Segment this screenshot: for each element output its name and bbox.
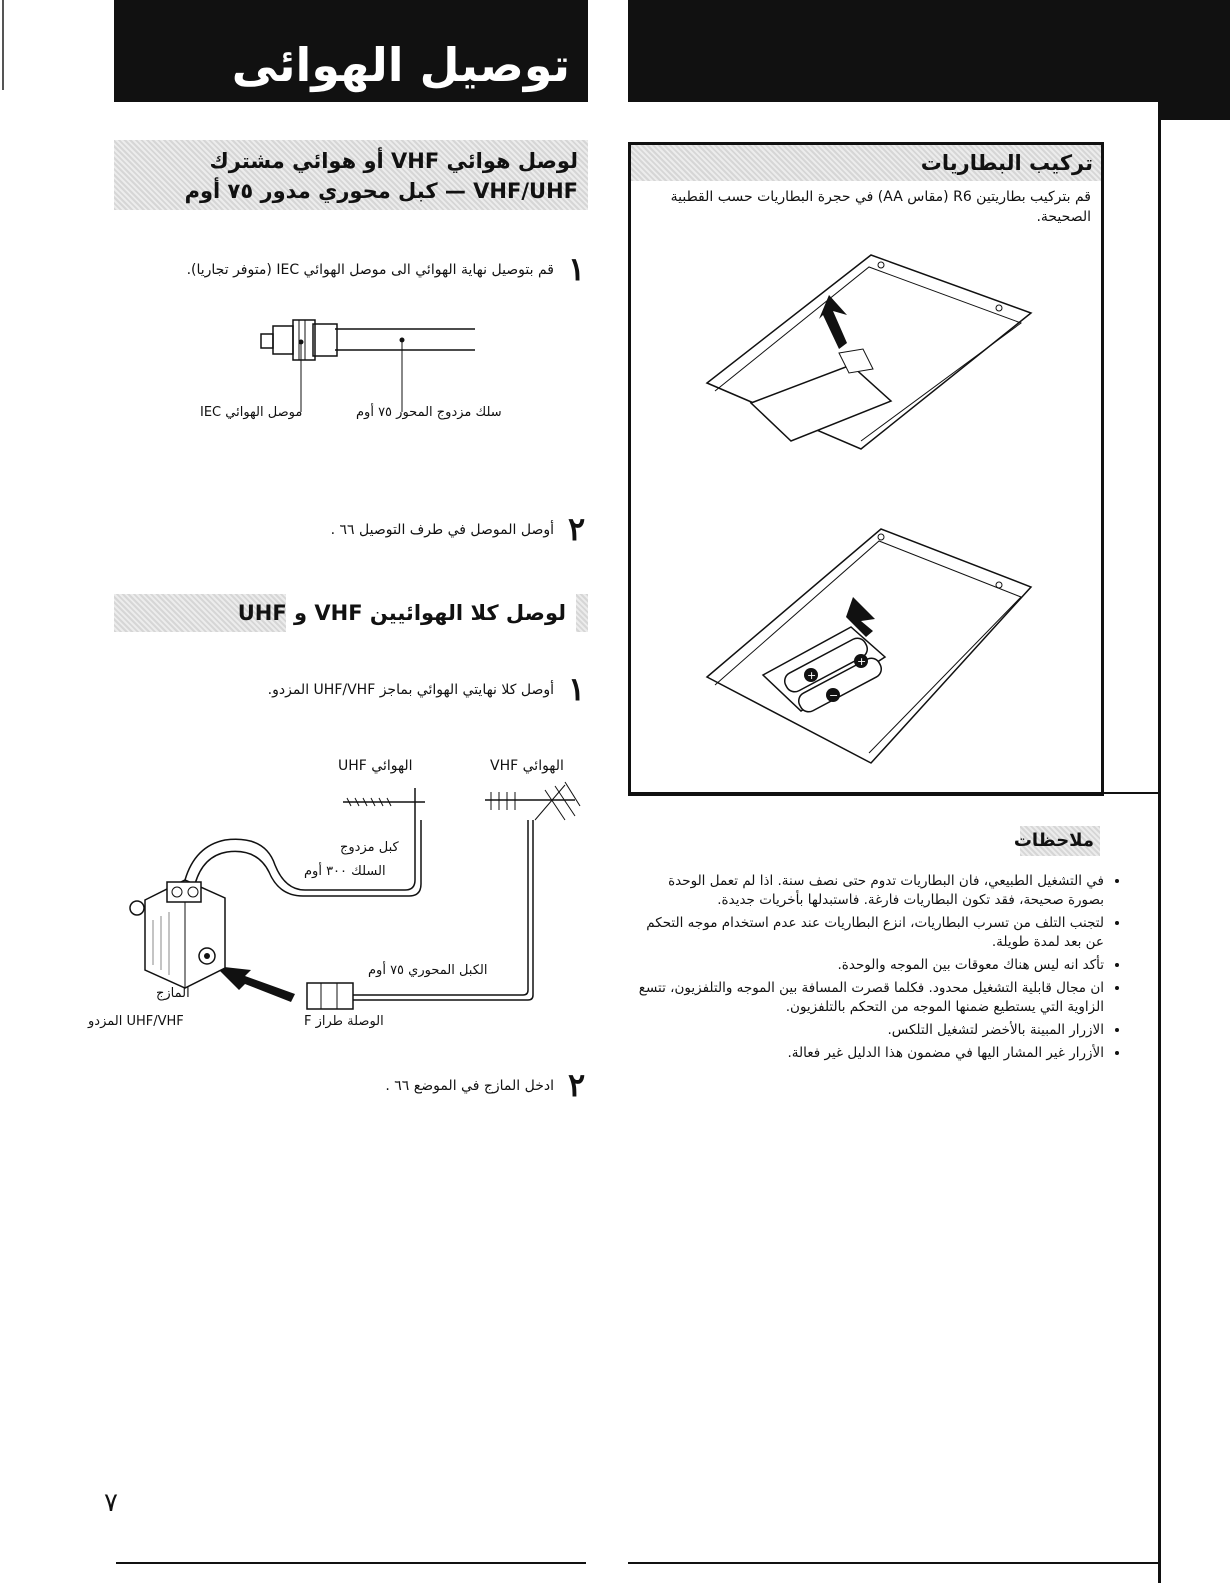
bottom-rule-right (628, 1562, 1158, 1564)
iec-connector-figure (255, 312, 485, 417)
iec-connector-label: موصل الهوائي IEC (200, 405, 303, 420)
note-item: • الأزرار غير المشار اليها في مضمون هذا الدليل غير فعالة. (630, 1044, 1104, 1063)
box-heading-bg (631, 145, 1101, 181)
step2-2-number: ٢ (568, 1066, 586, 1104)
remote-batteries-figure (701, 527, 1041, 767)
note-item: • تأكد انه ليس هناك معوقات بين الموجه والوحدة. (630, 956, 1104, 975)
coax-75-label: الكبل المحوري ٧٥ أوم (368, 963, 488, 978)
vhf-antenna-label: الهوائي VHF (490, 758, 564, 774)
section1-heading: لوصل هوائي VHF أو هوائي مشترك VHF/UHF — كبل محوري مدور ٧٥ أوم (184, 149, 578, 203)
notes-heading: ملاحظات (1013, 830, 1094, 851)
note-item: • في التشغيل الطبيعي، فان البطاريات تدوم حتى نصف سنة. اذا لم تعمل الوحدة بصورة صحيحة، فقد تكون البطاريات فارغة. فاستبدلها بأخريات جديدة. (630, 872, 1104, 910)
step2-1-text: أوصل كلا نهايتي الهوائي بماجز UHF/VHF المزدو. (267, 682, 554, 698)
battery-installation-box (628, 142, 1104, 796)
page-title: توصيل الهوائى (231, 38, 570, 92)
step2-2-text: ادخل المازج في الموضع ٦٦ . (385, 1078, 554, 1094)
box-bottom-rule (628, 792, 1158, 794)
title-bar-right (628, 0, 1230, 102)
section2-heading: لوصل كلا الهوائيين VHF و UHF (237, 601, 566, 625)
vhf-uhf-mixer-figure (125, 780, 595, 1015)
remote-cover-figure (701, 253, 1041, 453)
step1-2-number: ٢ (568, 510, 586, 548)
f-connector-label: الوصلة طراز F (304, 1014, 384, 1029)
left-binding-line (2, 0, 4, 90)
right-vertical-line (1158, 118, 1161, 1583)
twin-cable-label-2: السلك ٣٠٠ أوم (304, 864, 386, 879)
svg-text:+: + (857, 655, 867, 668)
note-item: • لتجنب التلف من تسرب البطاريات، انزع البطاريات عند عدم استخدام موجه التحكم عن بعد لمدة طويلة. (630, 914, 1104, 952)
bottom-rule-left (116, 1562, 586, 1564)
section2-heading-bg (114, 594, 588, 632)
notes-list (630, 872, 1122, 1067)
note-item: • الازرار المبينة بالأخضر لتشغيل التلكس. (630, 1021, 1104, 1040)
step1-1-number: ١ (568, 250, 586, 288)
mixer-label: المازج (156, 986, 190, 1001)
box-text: قم بتركيب بطاريتين R6 (مقاس AA) في حجرة البطاريات حسب القطبية الصحيحة. (670, 189, 1091, 225)
page-number: ٧ (104, 1488, 118, 1518)
right-edge-black (1158, 102, 1230, 120)
svg-text:−: − (829, 689, 839, 702)
svg-text:+: + (807, 669, 817, 682)
coax-cable-label: سلك مزدوج المحور ٧٥ أوم (356, 405, 502, 420)
notes-heading-bg (1013, 826, 1100, 856)
section1-heading-bg (114, 140, 588, 210)
note-item: • ان مجال قابلية التشغيل محدود. فكلما قصرت المسافة بين الموجه والتلفزيون، تتسع الزاوية التي يستطيع ضمنها الموجه من التحكم بالتلفزيون. (630, 979, 1104, 1017)
mixer-type-label: UHF/VHF المزدو (88, 1014, 184, 1029)
step1-2-text: أوصل الموصل في طرف التوصيل ٦٦ . (330, 522, 554, 538)
twin-cable-label-1: كبل مزدوج (340, 840, 399, 855)
step2-1-number: ١ (568, 670, 586, 708)
step1-1-text: قم بتوصيل نهاية الهوائي الى موصل الهوائي IEC (متوفر تجاريا). (186, 262, 554, 278)
box-heading: تركيب البطاريات (920, 151, 1093, 175)
uhf-antenna-label: الهوائي UHF (338, 758, 413, 774)
